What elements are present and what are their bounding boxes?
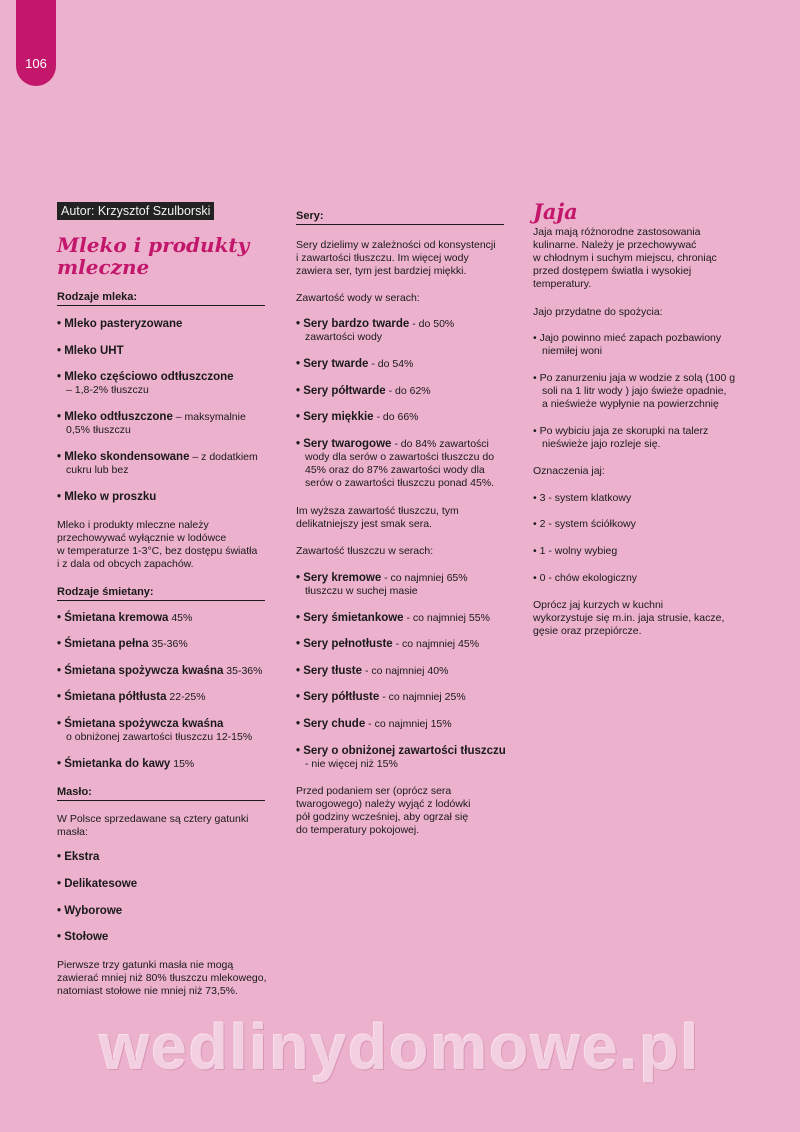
list-item: • Mleko skondensowane – z dodatkiem cukru lub bez [57, 451, 258, 476]
list-item: • 2 - system ściółkowy [533, 518, 636, 530]
list-item: • Sery bardzo twarde - do 50% zawartości wody [296, 318, 455, 343]
list-item: • Sery kremowe - co najmniej 65% tłuszczu w suchej masie [296, 572, 468, 597]
serving-note: Przed podaniem ser (oprócz sera twarogowego) należy wyjąć z lodówki pół godziny wcześniej, aby ogrzał się do temperatury pokojowej. [296, 785, 471, 836]
fat-label: Zawartość tłuszczu w serach: [296, 545, 434, 557]
cheese-intro: Sery dzielimy w zależności od konsystencji i zawartości tłuszczu. Im więcej wody zawiera ser, tym jest bardziej miękki. [296, 239, 496, 277]
list-item: • Stołowe [57, 931, 109, 943]
list-item: • Wyborowe [57, 905, 123, 917]
fit-label: Jajo przydatne do spożycia: [533, 306, 663, 318]
list-item: • Sery śmietankowe - co najmniej 55% [296, 612, 490, 624]
author-label: Autor: Krzysztof Szulborski [57, 202, 214, 220]
section-title-milk: Mleko i produkty mleczne [57, 233, 250, 279]
list-item: • Sery miękkie - do 66% [296, 411, 419, 423]
list-item: • Mleko UHT [57, 345, 124, 357]
list-item: • Śmietana pełna 35-36% [57, 638, 188, 650]
milk-heading: Rodzaje mleka: [57, 290, 265, 306]
list-item: • 3 - system klatkowy [533, 492, 632, 504]
list-item: • Sery półtłuste - co najmniej 25% [296, 691, 466, 703]
list-item: • Śmietana spożywcza kwaśna o obniżonej zawartości tłuszczu 12-15% [57, 718, 253, 743]
list-item: • Śmietana kremowa 45% [57, 612, 193, 624]
water-label: Zawartość wody w serach: [296, 292, 420, 304]
list-item: • Sery tłuste - co najmniej 40% [296, 665, 449, 677]
list-item: • Sery półtwarde - do 62% [296, 385, 431, 397]
list-item: • Mleko częściowo odtłuszczone – 1,8-2% tłuszczu [57, 371, 234, 396]
list-item: • Jajo powinno mieć zapach pozbawiony niemiłej woni [533, 332, 722, 357]
list-item: • Śmietana spożywcza kwaśna 35-36% [57, 665, 263, 677]
cheese-heading: Sery: [296, 209, 504, 225]
other-eggs-note: Oprócz jaj kurzych w kuchni wykorzystuje się m.in. jaja strusie, kacze, gęsie oraz przepiórcze. [533, 599, 725, 637]
list-item: • Sery o obniżonej zawartości tłuszczu - nie więcej niż 15% [296, 745, 506, 770]
eggs-intro: Jaja mają różnorodne zastosowania kulinarne. Należy je przechowywać w chłodnym i suchym miejscu, chroniąc przed dostępem światła i wysokiej temperatury. [533, 226, 717, 290]
list-item: • Sery chude - co najmniej 15% [296, 718, 452, 730]
list-item: • Delikatesowe [57, 878, 138, 890]
marks-label: Oznaczenia jaj: [533, 465, 605, 477]
butter-note: Pierwsze trzy gatunki masła nie mogą zawierać mniej niż 80% tłuszczu mlekowego, natomiast stołowe nie mniej niż 73,5%. [57, 959, 267, 997]
milk-note: Mleko i produkty mleczne należy przechowywać wyłącznie w lodówce w temperaturze 1-3°C, bez dostępu światła i z dala od obcych zapachów. [57, 519, 258, 570]
fat-note: Im wyższa zawartość tłuszczu, tym delikatniejszy jest smak sera. [296, 505, 459, 530]
list-item: • Śmietana półtłusta 22-25% [57, 691, 206, 703]
page-number-tab [16, 0, 56, 86]
list-item: • 0 - chów ekologiczny [533, 572, 638, 584]
list-item: • Sery pełnotłuste - co najmniej 45% [296, 638, 480, 650]
watermark: wedlinydomowe.pl [99, 1011, 701, 1083]
butter-intro: W Polsce sprzedawane są cztery gatunki masła: [57, 813, 249, 838]
list-item: • Sery twarogowe - do 84% zawartości wody dla serów o zawartości tłuszczu do 45% oraz do 87% zawartości wody dla serów o zawartości tłuszczu ponad 45%. [296, 438, 495, 489]
list-item: • Śmietanka do kawy 15% [57, 758, 195, 770]
list-item: • 1 - wolny wybieg [533, 545, 618, 557]
list-item: • Po zanurzeniu jaja w wodzie z solą (100 g soli na 1 litr wody ) jajo świeże opadnie, a nieświeże wypłynie na powierzchnię [533, 372, 736, 410]
list-item: • Po wybiciu jaja ze skorupki na talerz nieświeże jajo rozleje się. [533, 425, 709, 450]
list-item: • Mleko w proszku [57, 491, 157, 503]
page-number: 106 [25, 56, 47, 71]
list-item: • Ekstra [57, 851, 100, 863]
butter-heading: Masło: [57, 785, 265, 801]
list-item: • Mleko odtłuszczone – maksymalnie 0,5% tłuszczu [57, 411, 246, 436]
list-item: • Sery twarde - do 54% [296, 358, 414, 370]
cream-heading: Rodzaje śmietany: [57, 585, 265, 601]
section-title-eggs: Jaja [533, 199, 578, 224]
list-item: • Mleko pasteryzowane [57, 318, 183, 330]
